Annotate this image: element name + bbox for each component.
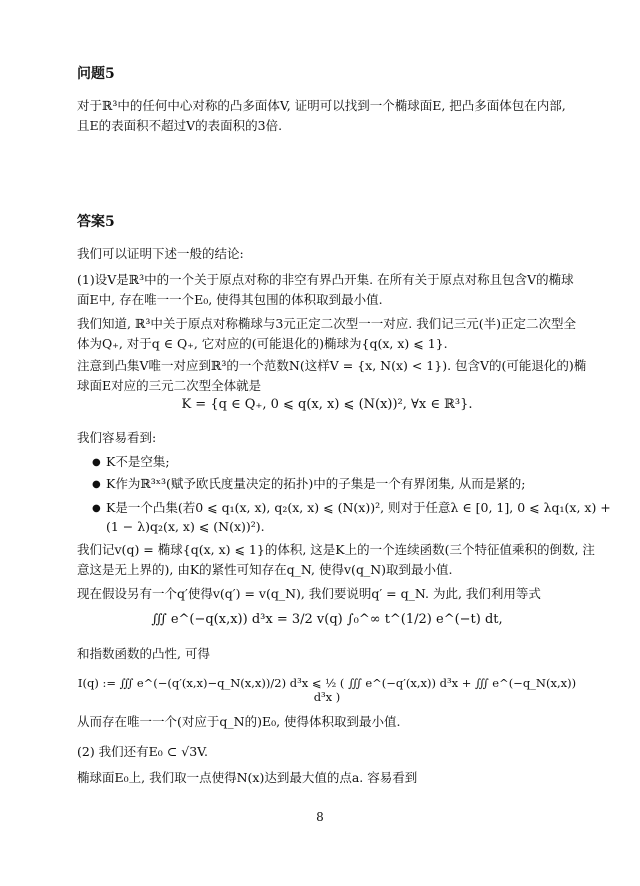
bullet-icon: ● <box>92 503 101 514</box>
paragraph-3-line-2: 球面E对应的三元二次型全体就是 <box>77 378 262 393</box>
paragraph-8: 从而存在唯一一个(对应于q_N的)E₀, 使得体积取到最小值. <box>77 714 401 729</box>
problem-heading: 问题5 <box>77 66 115 82</box>
bullet-icon: ● <box>92 479 101 490</box>
answer-intro: 我们可以证明下述一般的结论: <box>77 246 244 261</box>
page-number: 8 <box>316 810 324 824</box>
bullet-2-text: K作为ℝ³ˣ³(赋予欧氏度量决定的拓扑)中的子集是一个有界闭集, 从而是紧的; <box>106 476 526 491</box>
paragraph-4: 我们容易看到: <box>77 430 157 445</box>
paragraph-5-line-1: 我们记v(q) = 椭球{q(x, x) ⩽ 1}的体积, 这是K上的一个连续函数(三个特征值乘积的倒数, 注 <box>77 542 595 557</box>
bullet-icon: ● <box>92 457 101 468</box>
bullet-3-line-2: (1 − λ)q₂(x, x) ⩽ (N(x))²). <box>106 519 265 534</box>
paragraph-3-line-1: 注意到凸集V唯一对应到ℝ³的一个范数N(这样V = {x, N(x) < 1}). 包含V的(可能退化的)椭 <box>77 358 587 373</box>
answer-heading: 答案5 <box>77 214 115 230</box>
paragraph-9: (2) 我们还有E₀ ⊂ √3V. <box>77 744 208 759</box>
paragraph-10: 椭球面E₀上, 我们取一点使得N(x)达到最大值的点a. 容易看到 <box>77 770 418 785</box>
equation-gaussian-right: 3/2 v(q) ∫₀^∞ t^(1/2) e^(−t) dt, <box>291 612 503 627</box>
problem-line-1: 对于ℝ³中的任何中心对称的凸多面体V, 证明可以找到一个椭球面E, 把凸多面体包在内部, <box>77 98 566 113</box>
paragraph-1-line-1: (1)设V是ℝ³中的一个关于原点对称的非空有界凸开集. 在所有关于原点对称且包含V的椭球 <box>77 272 574 287</box>
equation-gaussian-integral <box>77 612 577 627</box>
problem-line-2: 且E的表面积不超过V的表面积的3倍. <box>77 118 283 133</box>
bullet-1-text: K不是空集; <box>106 454 170 469</box>
paragraph-7: 和指数函数的凸性, 可得 <box>77 646 210 661</box>
paragraph-1-line-2: 面E中, 存在唯一一个E₀, 使得其包围的体积取到最小值. <box>77 292 383 307</box>
paragraph-6: 现在假设另有一个q′使得v(q′) = v(q_N), 我们要说明q′ = q_N. 为此, 我们利用等式 <box>77 586 541 601</box>
equation-convexity: I(q) := ∭ e^(−(q′(x,x)−q_N(x,x))/2) d³x ⩽ ½ ( ∭ e^(−q′(x,x)) d³x + ∭ e^(−q_N(x,x)) d³x ) <box>77 676 577 704</box>
paragraph-5-line-2: 意这是无上界的), 由K的紧性可知存在q_N, 使得v(q_N)取到最小值. <box>77 562 453 577</box>
equation-gaussian-left: ∭ e^(−q(x,x)) d³x = <box>151 612 292 627</box>
paragraph-2-line-2: 体为Q₊, 对于q ∈ Q₊, 它对应的(可能退化的)椭球为{q(x, x) ⩽ 1}. <box>77 336 448 351</box>
paragraph-2-line-1: 我们知道, ℝ³中关于原点对称椭球与3元正定二次型一一对应. 我们记三元(半)正定二次型全 <box>77 316 577 331</box>
equation-K: K = {q ∈ Q₊, 0 ⩽ q(x, x) ⩽ (N(x))², ∀x ∈ ℝ³}. <box>181 397 473 412</box>
bullet-3-line-1: K是一个凸集(若0 ⩽ q₁(x, x), q₂(x, x) ⩽ (N(x))², 则对于任意λ ∈ [0, 1], 0 ⩽ λq₁(x, x) + <box>106 500 611 515</box>
